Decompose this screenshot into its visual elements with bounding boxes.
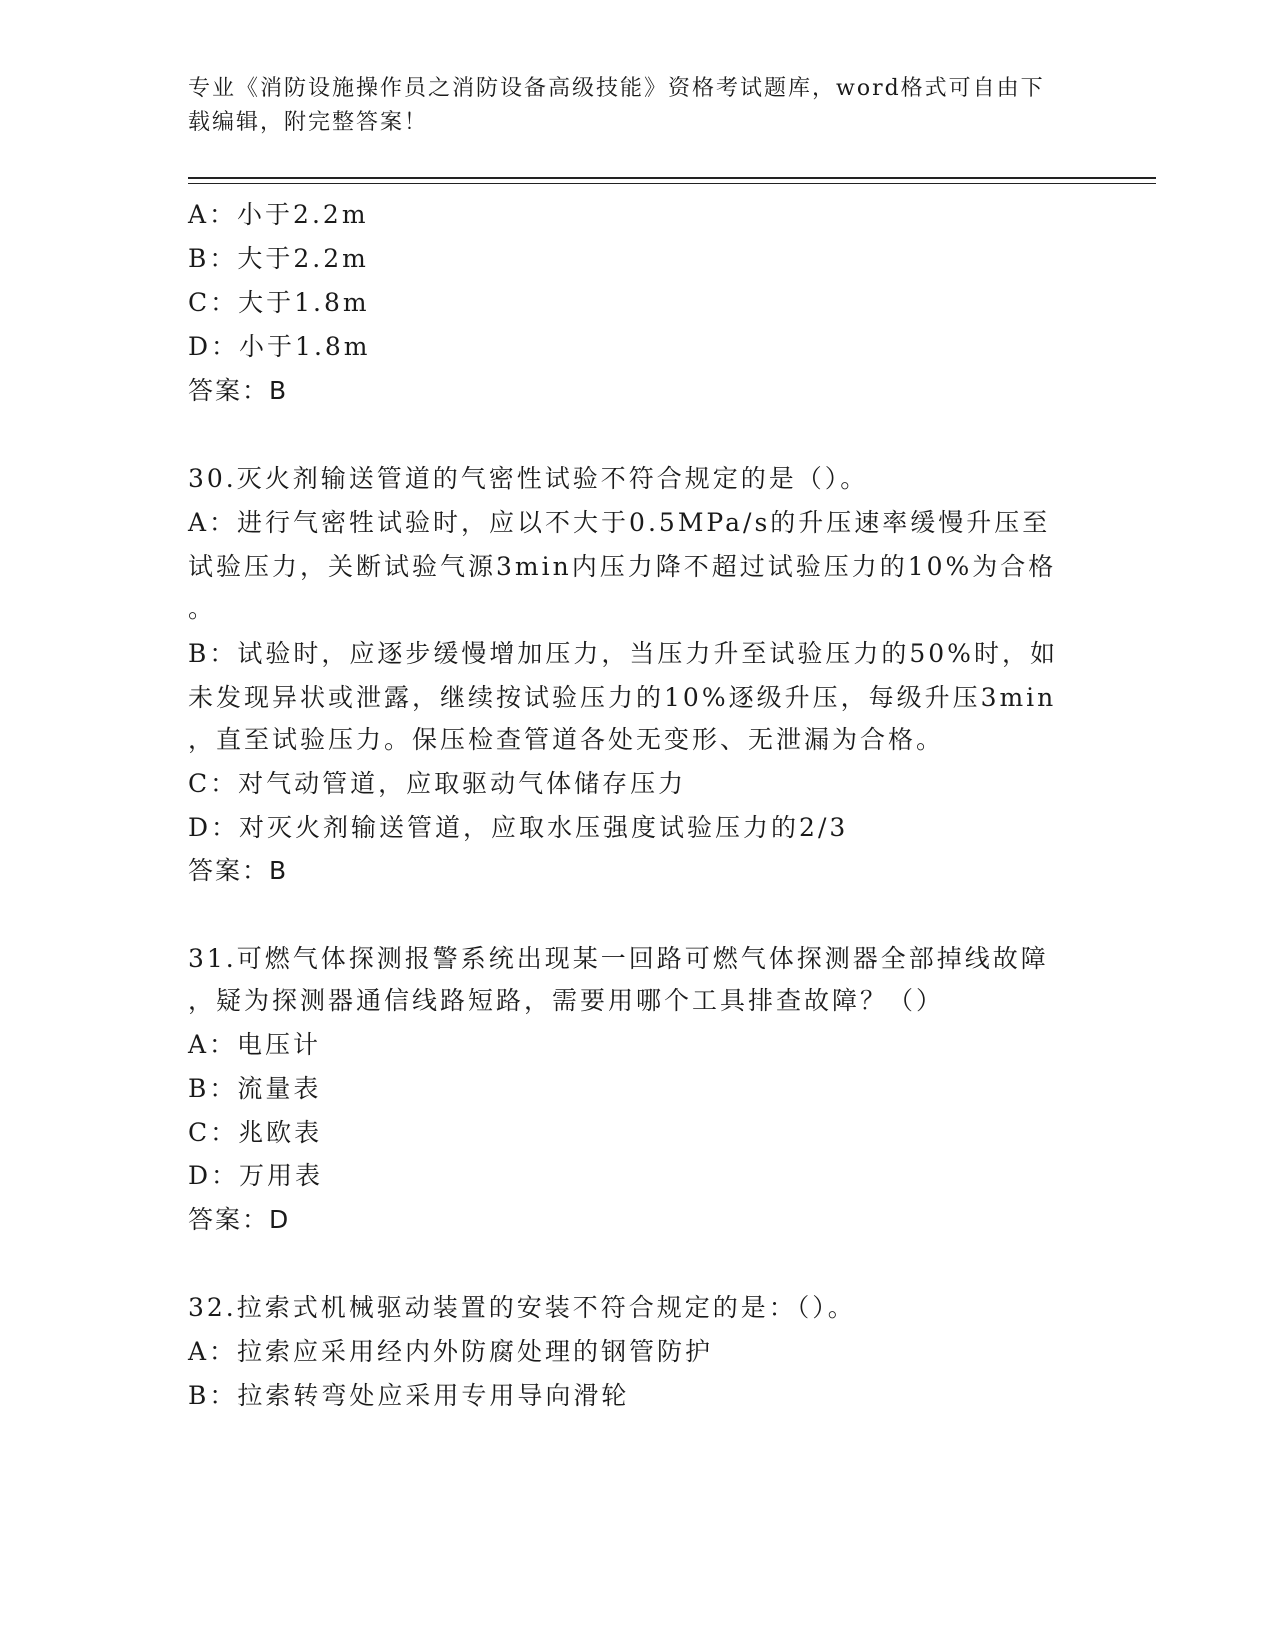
option-b: B：拉索转弯处应采用专用导向滑轮 bbox=[188, 1381, 630, 1410]
option-b: B：流量表 bbox=[188, 1074, 322, 1103]
question-stem-continued: ，疑为探测器通信线路短路，需要用哪个工具排查故障？（） bbox=[188, 986, 945, 1015]
option-b: B：试验时，应逐步缓慢增加压力，当压力升至试验压力的50%时，如 bbox=[188, 639, 1058, 668]
question-stem: 31.可燃气体探测报警系统出现某一回路可燃气体探测器全部掉线故障 bbox=[188, 944, 1049, 973]
document-header bbox=[188, 72, 1088, 140]
question-stem: 32.拉索式机械驱动装置的安装不符合规定的是：（）。 bbox=[188, 1293, 856, 1322]
option-a: A：拉索应采用经内外防腐处理的钢管防护 bbox=[188, 1337, 714, 1366]
option-a-continued: 。 bbox=[188, 594, 217, 623]
option-c: C：大于1.8m bbox=[188, 288, 370, 317]
option-a: A：进行气密牲试验时，应以不大于0.5MPa/s的升压速率缓慢升压至 bbox=[188, 508, 1051, 537]
option-d: D：小于1.8m bbox=[188, 332, 371, 361]
option-b-continued: ，直至试验压力。保压检查管道各处无变形、无泄漏为合格。 bbox=[188, 725, 945, 754]
answer-line: 答案：B bbox=[188, 856, 289, 885]
header-line-2: 载编辑，附完整答案！ bbox=[188, 110, 429, 135]
answer-line: 答案：B bbox=[188, 376, 289, 405]
option-a: A：小于2.2m bbox=[188, 200, 369, 229]
option-a: A：电压计 bbox=[188, 1030, 322, 1059]
answer-line: 答案：D bbox=[188, 1205, 291, 1234]
option-b-continued: 未发现异状或泄露，继续按试验压力的10%逐级升压，每级升压3min bbox=[188, 683, 1057, 712]
header-divider-thin bbox=[188, 183, 1156, 184]
option-c: C：兆欧表 bbox=[188, 1118, 323, 1147]
header-line-1: 专业《消防设施操作员之消防设备高级技能》资格考试题库，word格式可自由下 bbox=[188, 76, 1045, 101]
question-stem: 30.灭火剂输送管道的气密性试验不符合规定的是（）。 bbox=[188, 464, 869, 493]
option-a-continued: 试验压力，关断试验气源3min内压力降不超过试验压力的10%为合格 bbox=[188, 552, 1057, 581]
header-divider-thick bbox=[188, 177, 1156, 179]
option-d: D：万用表 bbox=[188, 1161, 324, 1190]
option-d: D：对灭火剂输送管道，应取水压强度试验压力的2/3 bbox=[188, 813, 849, 842]
option-b: B：大于2.2m bbox=[188, 244, 369, 273]
option-c: C：对气动管道，应取驱动气体储存压力 bbox=[188, 769, 687, 798]
